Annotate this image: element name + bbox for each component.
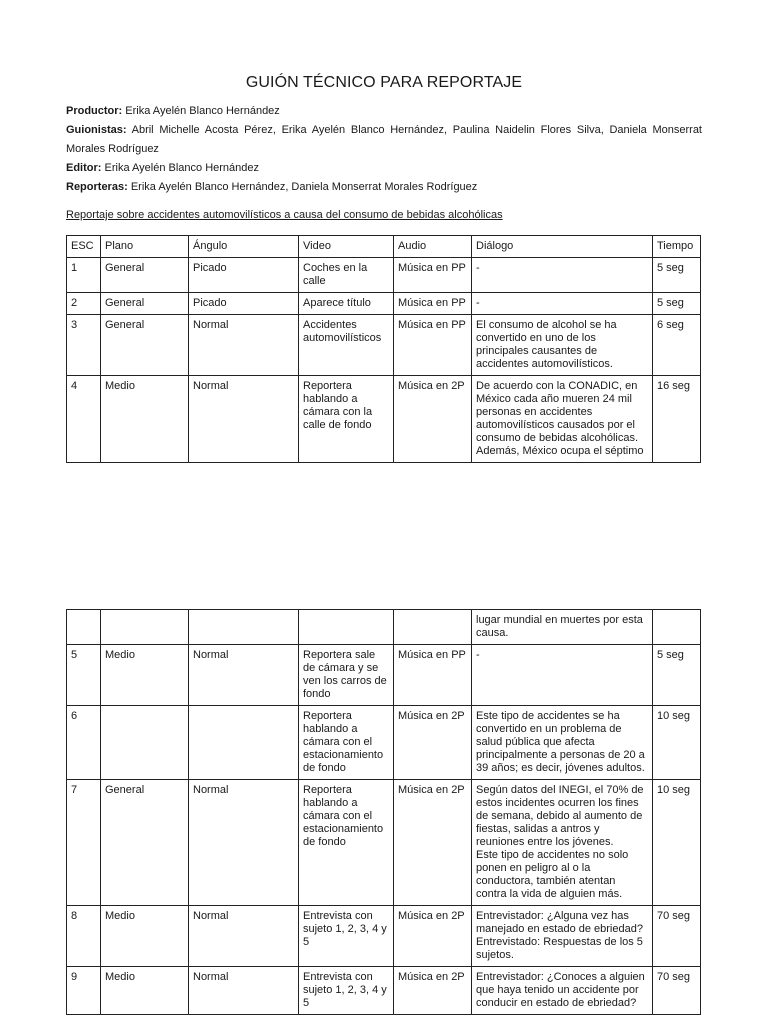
cell-audio: Música en PP <box>394 293 472 315</box>
credit-producer <box>66 102 702 121</box>
cell-audio: Música en PP <box>394 258 472 293</box>
cell-esc: 2 <box>67 293 101 315</box>
cell-angulo: Normal <box>189 645 299 706</box>
cell-tiempo <box>653 610 701 645</box>
cell-dialogo: lugar mundial en muertes por esta causa. <box>472 610 653 645</box>
table-row <box>67 293 701 315</box>
report-subject: Reportaje sobre accidentes automovilísticos a causa del consumo de bebidas alcohólicas <box>66 209 503 221</box>
table-row <box>67 645 701 706</box>
table-row <box>67 376 701 463</box>
cell-esc: 4 <box>67 376 101 463</box>
cell-dialogo: Entrevistador: ¿Conoces a alguien que haya tenido un accidente por conducir en estado de ebriedad? <box>472 967 653 1015</box>
cell-angulo: Picado <box>189 258 299 293</box>
credit-label: Editor: <box>66 162 102 174</box>
cell-plano: Medio <box>101 645 189 706</box>
credit-label: Reporteras: <box>66 181 128 193</box>
credit-editor <box>66 159 702 178</box>
cell-dialogo: Entrevistador: ¿Alguna vez has manejado en estado de ebriedad? Entrevistado: Respuestas de los 5 sujetos. <box>472 906 653 967</box>
cell-plano <box>101 610 189 645</box>
cell-angulo <box>189 610 299 645</box>
cell-esc: 7 <box>67 780 101 906</box>
cell-video: Reportera hablando a cámara con el estacionamiento de fondo <box>299 706 394 780</box>
cell-tiempo: 70 seg <box>653 967 701 1015</box>
cell-dialogo: Diálogo <box>472 236 653 258</box>
cell-angulo <box>189 706 299 780</box>
cell-video: Coches en la calle <box>299 258 394 293</box>
cell-tiempo: 6 seg <box>653 315 701 376</box>
cell-dialogo: De acuerdo con la CONADIC, en México cada año mueren 24 mil personas en accidentes automovilísticos causados por el consumo de bebidas alcohólicas. Además, México ocupa el séptimo <box>472 376 653 463</box>
cell-esc <box>67 610 101 645</box>
cell-audio: Música en PP <box>394 645 472 706</box>
cell-plano: General <box>101 780 189 906</box>
cell-tiempo: 10 seg <box>653 706 701 780</box>
cell-angulo: Normal <box>189 315 299 376</box>
credit-value: Erika Ayelén Blanco Hernández <box>125 105 280 117</box>
credits-block <box>66 102 702 197</box>
cell-video: Entrevista con sujeto 1, 2, 3, 4 y 5 <box>299 967 394 1015</box>
cell-esc: ESC <box>67 236 101 258</box>
cell-angulo: Picado <box>189 293 299 315</box>
cell-audio: Música en PP <box>394 315 472 376</box>
table-header-row <box>67 236 701 258</box>
cell-tiempo: 5 seg <box>653 645 701 706</box>
table-row <box>67 780 701 906</box>
credit-label: Productor: <box>66 105 123 117</box>
cell-audio: Música en 2P <box>394 376 472 463</box>
cell-dialogo: - <box>472 258 653 293</box>
cell-dialogo: El consumo de alcohol se ha convertido en uno de los principales causantes de accidentes automovilísticos. <box>472 315 653 376</box>
cell-video: Entrevista con sujeto 1, 2, 3, 4 y 5 <box>299 906 394 967</box>
cell-video: Video <box>299 236 394 258</box>
cell-audio: Música en 2P <box>394 906 472 967</box>
cell-video: Reportera sale de cámara y se ven los carros de fondo <box>299 645 394 706</box>
cell-esc: 3 <box>67 315 101 376</box>
cell-video: Reportera hablando a cámara con la calle de fondo <box>299 376 394 463</box>
credit-value: Erika Ayelén Blanco Hernández <box>104 162 260 174</box>
cell-video: Reportera hablando a cámara con el estacionamiento de fondo <box>299 780 394 906</box>
cell-audio: Música en 2P <box>394 967 472 1015</box>
table-row <box>67 967 701 1015</box>
credit-writers <box>66 121 702 159</box>
cell-angulo: Normal <box>189 780 299 906</box>
cell-angulo: Ángulo <box>189 236 299 258</box>
table-row <box>67 610 701 645</box>
cell-angulo: Normal <box>189 906 299 967</box>
table-row <box>67 706 701 780</box>
cell-esc: 8 <box>67 906 101 967</box>
cell-tiempo: Tiempo <box>653 236 701 258</box>
cell-dialogo: - <box>472 293 653 315</box>
cell-plano: Medio <box>101 967 189 1015</box>
cell-video: Accidentes automovilísticos <box>299 315 394 376</box>
table-row <box>67 258 701 293</box>
cell-esc: 9 <box>67 967 101 1015</box>
cell-angulo: Normal <box>189 967 299 1015</box>
cell-tiempo: 16 seg <box>653 376 701 463</box>
cell-video: Aparece título <box>299 293 394 315</box>
cell-esc: 6 <box>67 706 101 780</box>
credit-label: Guionistas: <box>66 124 127 136</box>
script-table-page-2 <box>66 609 701 1015</box>
cell-tiempo: 5 seg <box>653 258 701 293</box>
cell-dialogo: Este tipo de accidentes se ha convertido en un problema de salud pública que afecta principalmente a personas de 20 a 39 años; es decir, jóvenes adultos. <box>472 706 653 780</box>
cell-dialogo: - <box>472 645 653 706</box>
table-row <box>67 315 701 376</box>
cell-plano: Medio <box>101 906 189 967</box>
script-table-page-1 <box>66 235 701 463</box>
cell-plano: General <box>101 293 189 315</box>
credit-value: Erika Ayelén Blanco Hernández, Daniela Monserrat Morales Rodríguez <box>130 181 478 193</box>
cell-audio: Música en 2P <box>394 780 472 906</box>
page-title: GUIÓN TÉCNICO PARA REPORTAJE <box>245 74 523 91</box>
cell-tiempo: 70 seg <box>653 906 701 967</box>
cell-dialogo: Según datos del INEGI, el 70% de estos incidentes ocurren los fines de semana, debido al aumento de fiestas, salidas a antros y reuniones entre los jóvenes. Este tipo de accidentes no solo ponen en peligro al o la conductora, también atentan contra la vida de alguien más. <box>472 780 653 906</box>
credit-reporters <box>66 178 702 197</box>
cell-audio: Música en 2P <box>394 706 472 780</box>
cell-plano: General <box>101 315 189 376</box>
cell-video <box>299 610 394 645</box>
cell-plano <box>101 706 189 780</box>
cell-esc: 5 <box>67 645 101 706</box>
cell-tiempo: 5 seg <box>653 293 701 315</box>
table-row <box>67 906 701 967</box>
cell-tiempo: 10 seg <box>653 780 701 906</box>
cell-audio: Audio <box>394 236 472 258</box>
cell-plano: General <box>101 258 189 293</box>
cell-angulo: Normal <box>189 376 299 463</box>
cell-plano: Medio <box>101 376 189 463</box>
cell-plano: Plano <box>101 236 189 258</box>
cell-audio <box>394 610 472 645</box>
credit-value: Abril Michelle Acosta Pérez, Erika Ayelén Blanco Hernández, Paulina Naidelin Flores Silva, Daniela Monserrat Morales Rodríguez <box>66 124 702 155</box>
cell-esc: 1 <box>67 258 101 293</box>
